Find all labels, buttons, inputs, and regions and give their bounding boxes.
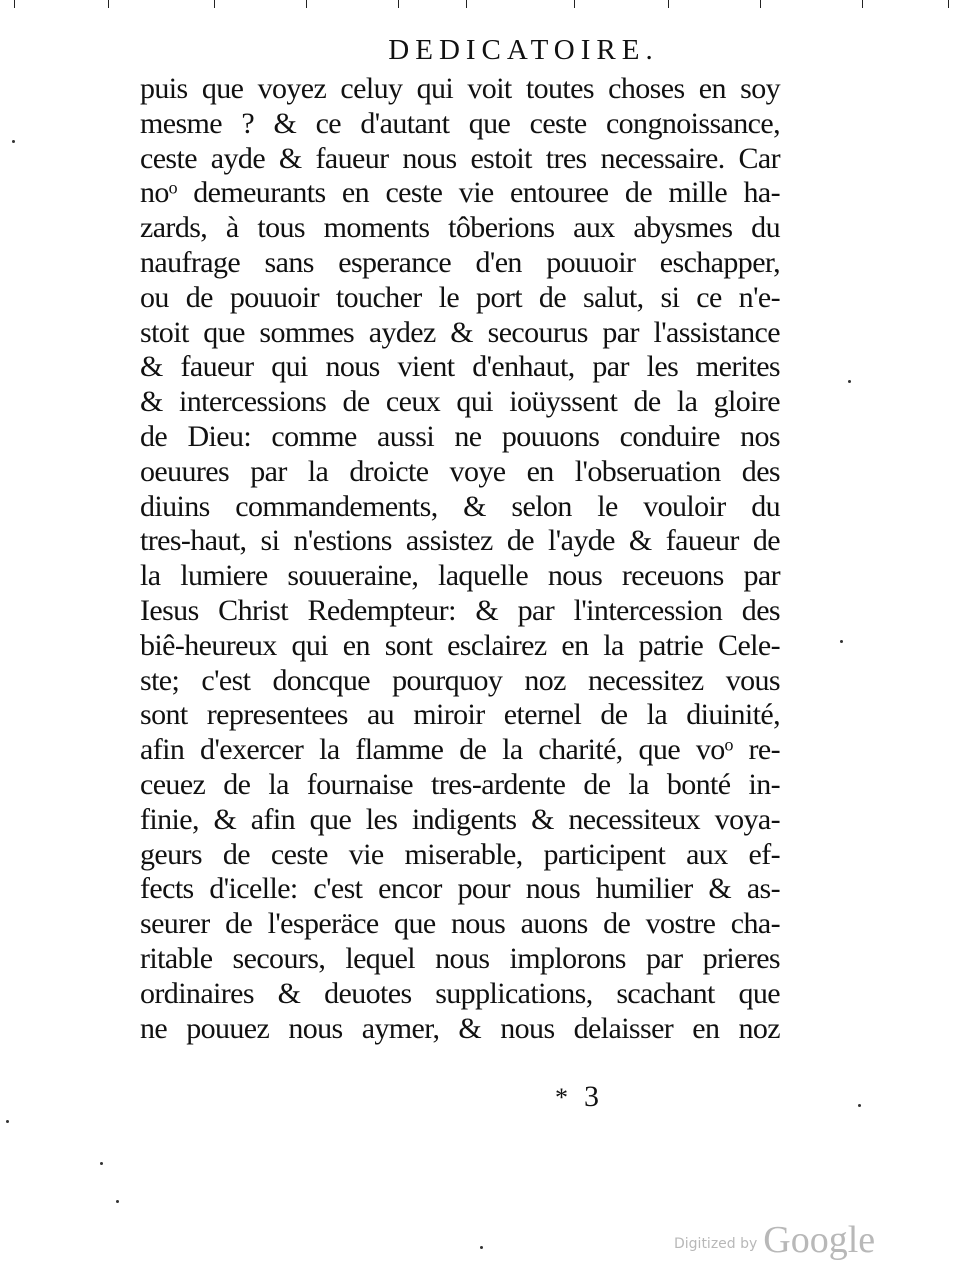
google-logo: Google [763,1219,876,1261]
running-head [0,32,967,68]
watermark-prefix: Digitized by [674,1236,758,1252]
text-line: ste; c'est doncque pourquoy noz necessitez vous [140,663,780,697]
ruler-tick [862,0,863,8]
text-line: noᵒ demeurants en ceste vie entouree de mille ha- [140,176,780,210]
text-line: ou de pouuoir toucher le port de salut, si ce n'e- [140,280,780,314]
ruler-tick [948,0,949,8]
ruler-tick [108,0,109,8]
ruler-tick [574,0,575,8]
ruler-tick [760,0,761,8]
paper-speck [116,1200,119,1203]
ruler-tick [398,0,399,8]
paper-speck [840,640,843,643]
body-text [140,72,780,1046]
signature-mark [555,1080,599,1115]
text-line: Iesus Christ Redempteur: & par l'intercession des [140,593,780,627]
text-line: zards, à tous moments tôberions aux abysmes du [140,211,780,245]
text-line: stoit que sommes aydez & secourus par l'assistance [140,315,780,349]
ruler-tick [14,0,15,8]
paper-speck [12,140,15,143]
text-line: puis que voyez celuy qui voit toutes choses en soy [140,72,780,105]
text-line: diuins commandements, & selon le vouloir du [140,489,780,523]
text-line: oeuures par la droicte voye en l'obseruation des [140,454,780,488]
text-line: tres-haut, si n'estions assistez de l'ayde & faueur de [140,524,780,558]
text-line: & faueur qui nous vient d'enhaut, par les merites [140,350,780,384]
text-line: & intercessions de ceux qui ioüyssent de la gloire [140,385,780,419]
text-line: ne pouuez nous aymer, & nous delaisser en noz [140,1011,780,1045]
text-line: la lumiere souueraine, laquelle nous receuons par [140,559,780,593]
text-line: sont representees au miroir eternel de la diuinité, [140,698,780,732]
digitized-watermark [674,1212,875,1262]
ruler-tick [668,0,669,8]
text-line: ordinaires & deuotes supplications, scachant que [140,976,780,1010]
ruler-tick [214,0,215,8]
text-line: biê-heureux qui en sont esclairez en la patrie Cele- [140,628,780,662]
text-line: ritable secours, lequel nous implorons par prieres [140,941,780,975]
paper-speck [858,1104,861,1107]
paper-speck [480,1246,483,1249]
text-line: ceste ayde & faueur nous estoit tres necessaire. Car [140,141,780,175]
text-line: seurer de l'esperäce que nous auons de vostre cha- [140,907,780,941]
signature-star: * [555,1083,568,1112]
text-line: afin d'exercer la flamme de la charité, que voᵒ re- [140,733,780,767]
paper-speck [6,1120,9,1123]
paper-speck [848,380,851,383]
text-line: fects d'icelle: c'est encor pour nous humilier & as- [140,872,780,906]
text-line: finie, & afin que les indigents & necessiteux voya- [140,802,780,836]
signature-number: 3 [584,1080,599,1113]
text-line: mesme ? & ce d'autant que ceste congnoissance, [140,106,780,140]
running-head-text: DEDICATOIRE. [388,34,659,66]
ruler-tick [306,0,307,8]
text-line: naufrage sans esperance d'en pouuoir eschapper, [140,245,780,279]
text-line: de Dieu: comme aussi ne pouuons conduire nos [140,419,780,453]
text-line: ceuez de la fournaise tres-ardente de la bonté in- [140,767,780,801]
paper-speck [100,1162,103,1165]
ruler-tick [466,0,467,8]
top-edge-ruler [0,0,967,10]
text-line: geurs de ceste vie miserable, participent aux ef- [140,837,780,871]
